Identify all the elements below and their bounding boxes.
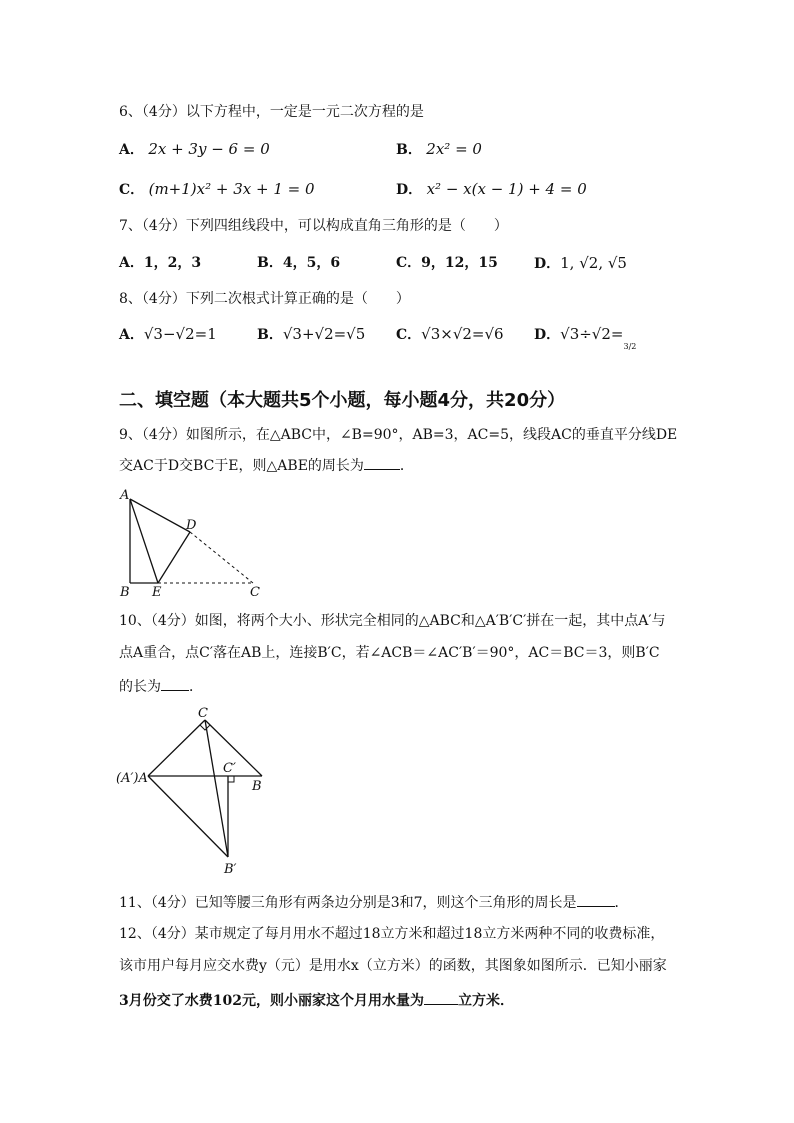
q9-label-e: E xyxy=(152,585,162,600)
q9-label-d: D xyxy=(186,518,197,533)
q9-line1: 9、（4分）如图所示，在△ABC中，∠B=90°，AB=3，AC=5，线段AC的垂直平分线DE xyxy=(119,427,678,443)
q8-option-d-label: D． xyxy=(534,327,561,343)
q10-answer-blank[interactable] xyxy=(161,676,189,691)
q9-segment-dc xyxy=(190,532,253,583)
q7-option-a-text: 1，2，3 xyxy=(143,255,202,271)
q7-option-b-label: B． xyxy=(257,255,283,271)
q10-label-a: (A′)A xyxy=(116,771,148,786)
q10-line3 xyxy=(119,676,203,697)
q6-option-d-label: D． xyxy=(396,182,423,198)
q9-segment-ed xyxy=(158,532,190,583)
q6-option-b-label: B． xyxy=(396,142,422,158)
q6-option-a xyxy=(119,139,270,160)
q6-option-d-expr: x² − x(x − 1) + 4 = 0 xyxy=(426,180,587,198)
q9-line2 xyxy=(119,455,414,476)
q10-line1: 10、（4分）如图，将两个大小、形状完全相同的△ABC和△A′B′C′拼在一起，其中点A′与 xyxy=(119,613,666,629)
q6-option-a-expr: 2x + 3y − 6 = 0 xyxy=(148,140,270,158)
q8-option-a-text: √3−√2=1 xyxy=(143,325,217,343)
q6-option-c-label: C． xyxy=(119,182,145,198)
q8-stem: 8、（4分）下列二次根式计算正确的是（ ） xyxy=(119,291,410,307)
q9-line2-text: 交AC于D交BC于E，则△ABE的周长为 xyxy=(119,458,364,474)
q10-figure xyxy=(112,702,282,882)
q11-text: 11、（4分）已知等腰三角形有两条边分别是3和7，则这个三角形的周长是 xyxy=(119,895,577,911)
q9-figure xyxy=(110,485,270,600)
q10-right-angle-c xyxy=(200,725,210,730)
q10-line3-end: ． xyxy=(189,679,203,695)
q12-line2: 该市用户每月应交水费y（元）是用水x（立方米）的函数，其图象如图所示．已知小丽家 xyxy=(119,958,667,974)
q9-label-b: B xyxy=(120,585,130,600)
q10-label-b: B xyxy=(252,779,262,794)
q9-line2-end: ． xyxy=(399,458,414,474)
q6-option-b-expr: 2x² = 0 xyxy=(426,140,482,158)
q7-option-d xyxy=(534,253,627,274)
q11-answer-blank[interactable] xyxy=(577,892,615,907)
q8-option-d-text: √3÷√2= xyxy=(560,325,624,343)
q8-option-a xyxy=(119,324,217,345)
q8-option-b-label: B． xyxy=(257,327,283,343)
q7-stem: 7、（4分）下列四组线段中，可以构成直角三角形的是（ ） xyxy=(119,218,508,234)
q10-label-c: C xyxy=(198,706,208,721)
q6-stem: 6、（4分）以下方程中，一定是一元二次方程的是 xyxy=(119,104,424,120)
q7-option-d-label: D． xyxy=(534,256,561,272)
q7-option-d-text: 1, √2, √5 xyxy=(560,254,627,272)
q12-answer-blank[interactable] xyxy=(424,990,458,1005)
q9-label-a: A xyxy=(120,488,130,503)
q8-option-c-label: C． xyxy=(396,327,422,343)
q7-option-c-label: C． xyxy=(396,255,422,271)
q7-option-c xyxy=(396,253,498,273)
q8-option-b xyxy=(257,324,365,345)
q10-label-b2: B′ xyxy=(224,862,237,877)
q11-line xyxy=(119,892,629,913)
q12-line1: 12、（4分）某市规定了每月用水不超过18立方米和超过18立方米两种不同的收费标准， xyxy=(119,926,665,942)
q7-option-a xyxy=(119,253,201,273)
q10-segment-ca xyxy=(148,720,205,776)
section-title: 二、填空题（本大题共5个小题，每小题4分，共20分） xyxy=(119,390,566,411)
q6-option-d xyxy=(396,179,587,200)
q12-line3-text: 3月份交了水费102元，则小丽家这个月用水量为 xyxy=(119,993,424,1009)
q6-option-b xyxy=(396,139,482,160)
q10-right-angle-c2 xyxy=(228,776,234,782)
q12-line3-end: 立方米． xyxy=(457,993,514,1009)
q7-option-a-label: A． xyxy=(119,255,144,271)
q6-option-c xyxy=(119,179,315,200)
q8-option-c-text: √3×√2=√6 xyxy=(421,325,504,343)
q6-option-c-expr: (m+1)x² + 3x + 1 = 0 xyxy=(148,180,315,198)
q8-option-a-label: A． xyxy=(119,327,144,343)
q8-option-d xyxy=(534,324,637,351)
q7-option-b xyxy=(257,253,340,273)
q10-line3-text: 的长为 xyxy=(119,679,161,695)
q7-option-c-text: 9，12，15 xyxy=(421,255,498,271)
q12-line3 xyxy=(119,990,514,1011)
q8-option-d-frac: 3/2 xyxy=(623,342,637,351)
q10-line2: 点A重合，点C′落在AB上，连接B′C，若∠ACB＝∠AC′B′＝90°，AC＝BC＝3，则B′C xyxy=(119,645,660,661)
q7-option-b-text: 4，5，6 xyxy=(282,255,341,271)
q8-option-b-text: √3+√2=√5 xyxy=(282,325,366,343)
q6-option-a-label: A． xyxy=(119,142,144,158)
q11-end: ． xyxy=(614,895,629,911)
q10-label-c2: C′ xyxy=(223,761,236,776)
q9-label-c: C xyxy=(250,585,260,600)
q9-answer-blank[interactable] xyxy=(364,455,400,470)
q8-option-c xyxy=(396,324,504,345)
